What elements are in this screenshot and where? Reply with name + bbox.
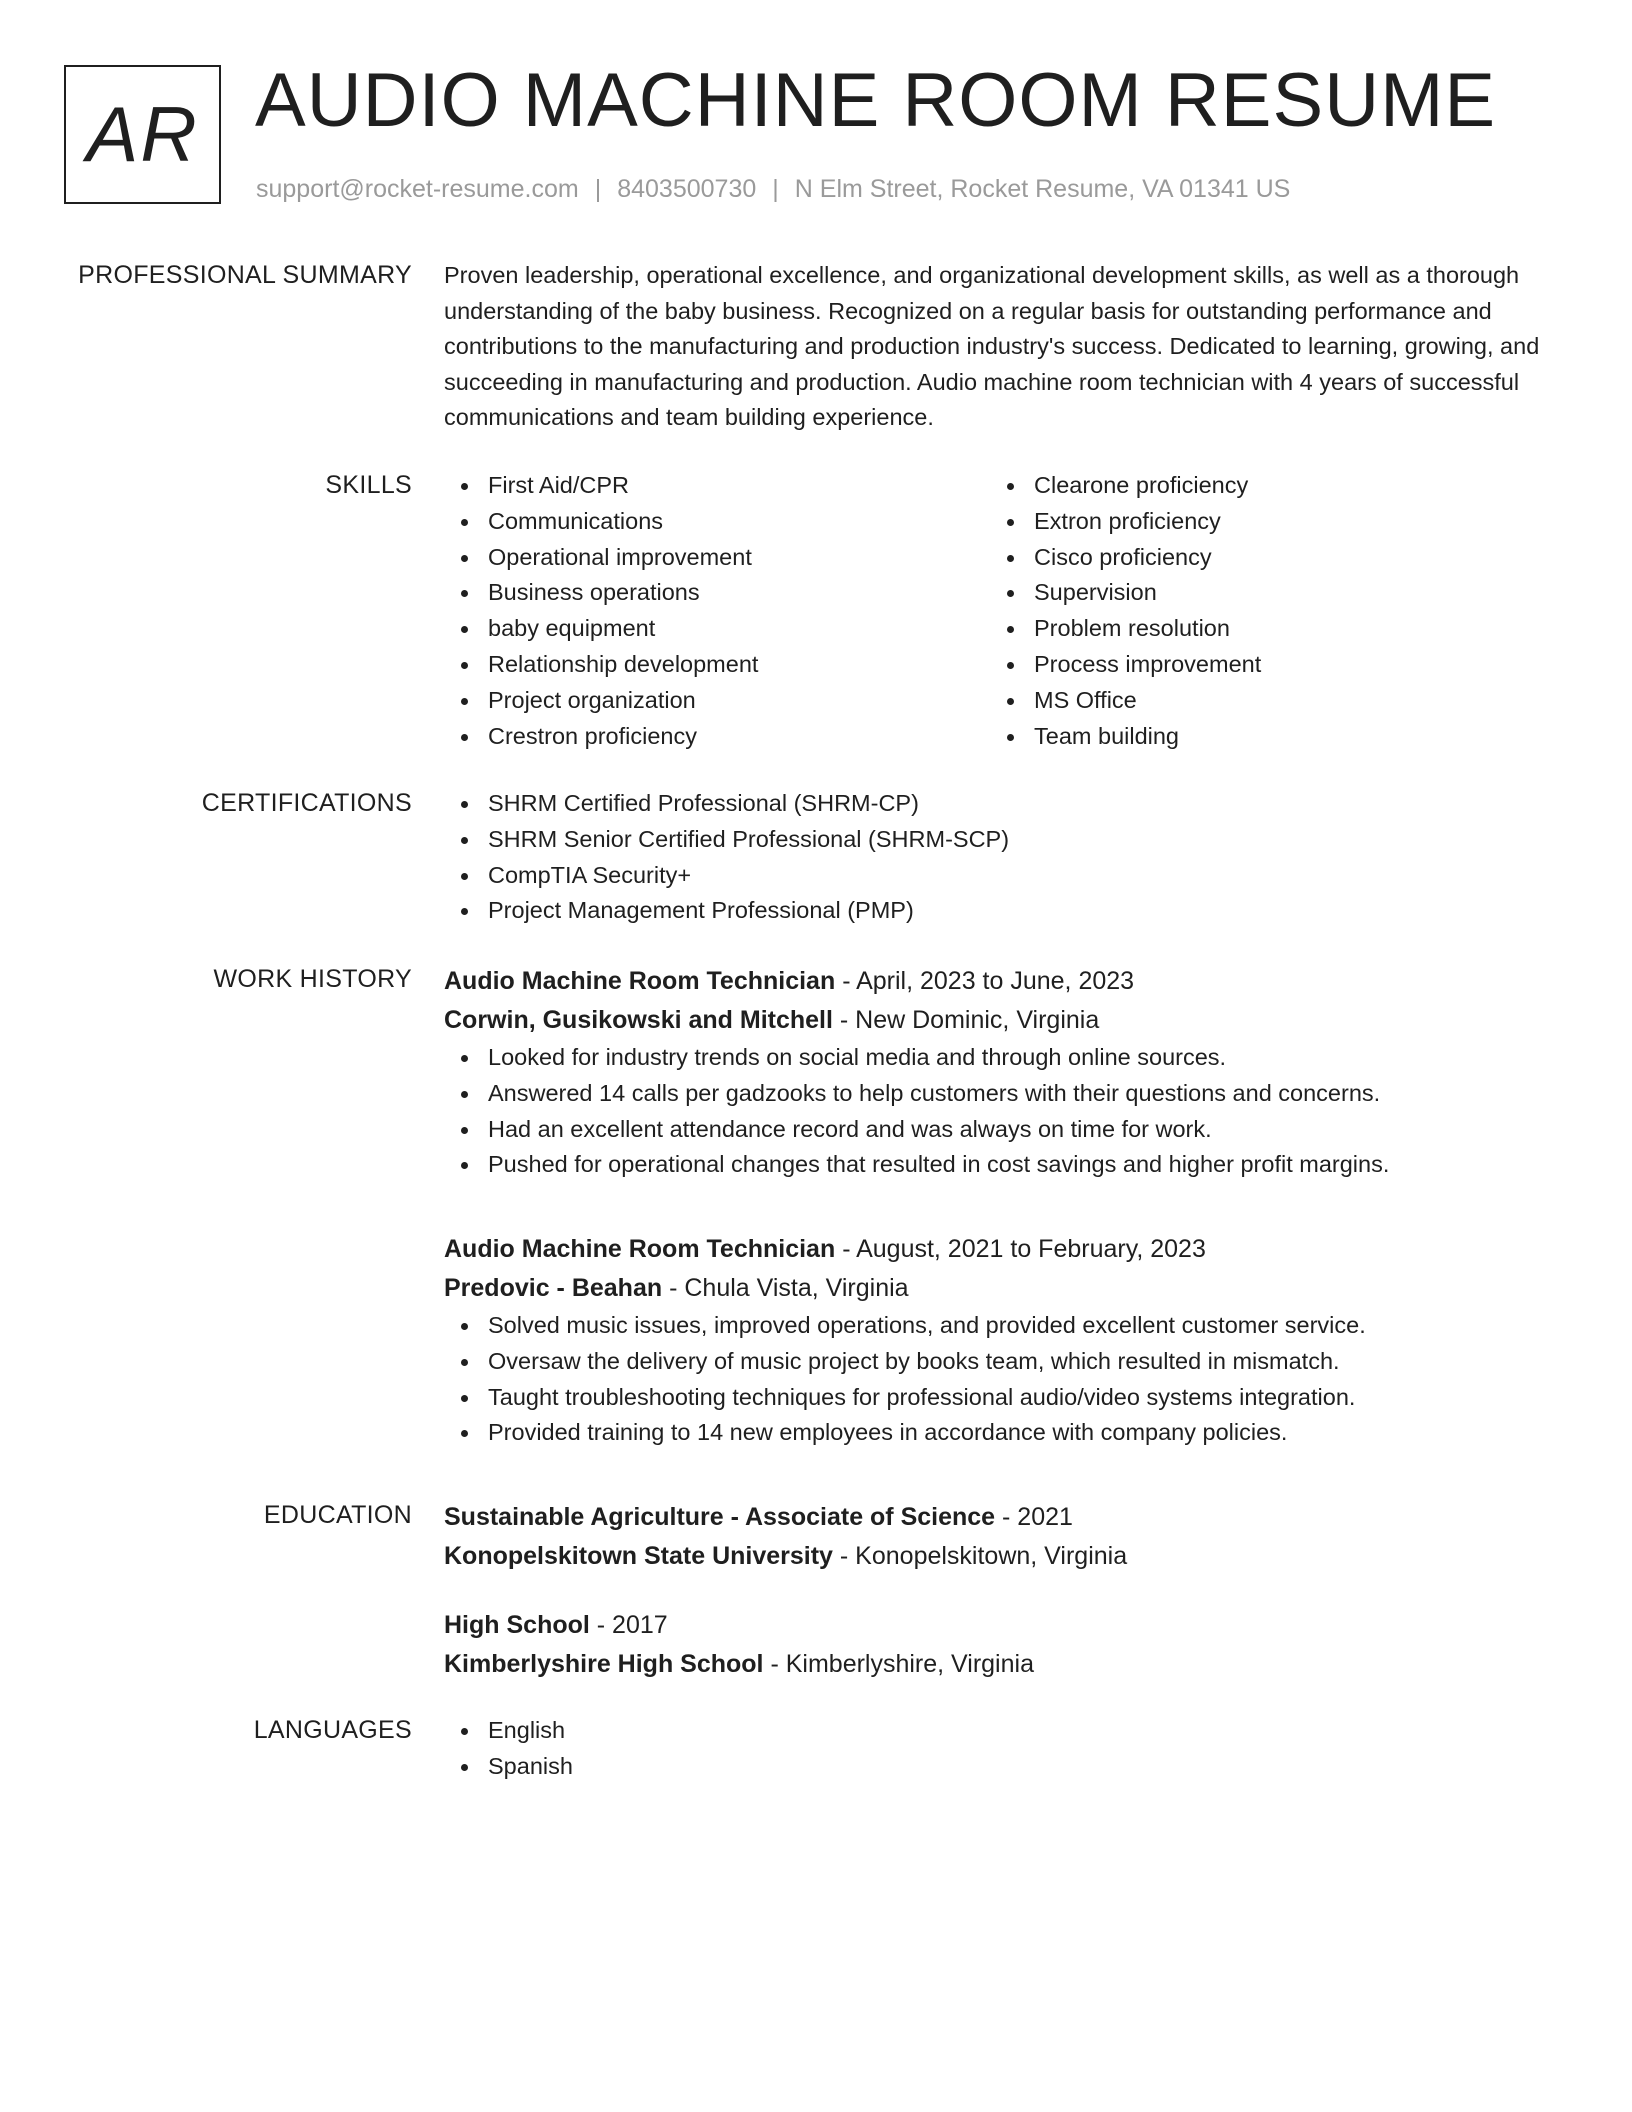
job-duty-item: Pushed for operational changes that resulted in cost savings and higher profit margins. (444, 1147, 1564, 1183)
job-dates: - April, 2023 to June, 2023 (835, 967, 1135, 995)
job-title-line (444, 962, 1564, 1001)
job-duties-list (444, 1308, 1564, 1451)
contact-address: N Elm Street, Rocket Resume, VA 01341 US (794, 175, 1291, 203)
job-duty-item: Solved music issues, improved operations, and provided excellent customer service. (444, 1308, 1564, 1344)
monogram-badge (64, 65, 221, 204)
job-dates: - August, 2021 to February, 2023 (835, 1235, 1206, 1263)
education-location: - Konopelskitown, Virginia (832, 1542, 1128, 1570)
job-org-line (444, 1001, 1564, 1040)
job-location: - New Dominic, Virginia (832, 1006, 1100, 1034)
contact-line (256, 174, 1290, 204)
job-duty-item: Oversaw the delivery of music project by books team, which resulted in mismatch. (444, 1344, 1564, 1380)
education-body (444, 1498, 1564, 1678)
skills-column-right (990, 468, 1536, 754)
certification-item: SHRM Certified Professional (SHRM-CP) (444, 786, 1564, 822)
language-item: Spanish (444, 1749, 1564, 1785)
skill-item: baby equipment (444, 611, 990, 647)
language-item: English (444, 1713, 1564, 1749)
skill-item: Crestron proficiency (444, 719, 990, 755)
summary-body (444, 258, 1564, 436)
education-school: Kimberlyshire High School (444, 1650, 764, 1678)
education-entry (444, 1606, 1564, 1684)
education-school-line (444, 1645, 1564, 1684)
work-history-body (444, 962, 1564, 1446)
skill-item: Problem resolution (990, 611, 1536, 647)
job-duty-item: Answered 14 calls per gadzooks to help customers with their questions and concerns. (444, 1076, 1564, 1112)
section-title-education: EDUCATION (263, 1501, 412, 1529)
skill-item: Operational improvement (444, 540, 990, 576)
skills-column-left (444, 468, 990, 754)
certification-item: SHRM Senior Certified Professional (SHRM-SCP) (444, 822, 1564, 858)
languages-list (444, 1713, 1564, 1785)
education-entry (444, 1498, 1564, 1576)
education-school-line (444, 1537, 1564, 1576)
skills-list-right (990, 468, 1536, 754)
skills-body (444, 468, 1564, 754)
job-entry (444, 962, 1564, 1183)
skill-item: Extron proficiency (990, 504, 1536, 540)
education-degree: Sustainable Agriculture - Associate of Science (444, 1503, 996, 1531)
skill-item: MS Office (990, 683, 1536, 719)
skill-item: Project organization (444, 683, 990, 719)
section-title-summary: PROFESSIONAL SUMMARY (78, 261, 412, 289)
skill-item: Team building (990, 719, 1536, 755)
skill-item: Communications (444, 504, 990, 540)
summary-text: Proven leadership, operational excellence, and organizational development skills, as well as a thorough understanding of the baby business. Recognized on a regular basis for outstanding performance and contributions to the manufacturing and production industry's success. Dedicated to learning, growing, and succeeding in manufacturing and production. Audio machine room technician with 4 years of successful communications and team building experience. (444, 262, 1540, 431)
job-duty-item: Taught troubleshooting techniques for professional audio/video systems integration. (444, 1380, 1564, 1416)
certification-item: Project Management Professional (PMP) (444, 893, 1564, 929)
job-company: Predovic - Beahan (444, 1274, 663, 1302)
job-role: Audio Machine Room Technician (444, 967, 836, 995)
education-degree-line (444, 1498, 1564, 1537)
education-degree-line (444, 1606, 1564, 1645)
section-title-certifications: CERTIFICATIONS (201, 789, 412, 817)
skill-item: Cisco proficiency (990, 540, 1536, 576)
section-title-work-history: WORK HISTORY (213, 965, 412, 993)
contact-email[interactable]: support@rocket-resume.com (256, 175, 579, 203)
job-title-line (444, 1230, 1564, 1269)
skill-item: Clearone proficiency (990, 468, 1536, 504)
languages-body (444, 1713, 1564, 1785)
skill-item: Business operations (444, 575, 990, 611)
job-org-line (444, 1269, 1564, 1308)
skills-list-left (444, 468, 990, 754)
skill-item: Supervision (990, 575, 1536, 611)
job-company: Corwin, Gusikowski and Mitchell (444, 1006, 833, 1034)
education-year: - 2017 (589, 1611, 668, 1639)
section-title-skills: SKILLS (325, 471, 412, 499)
contact-separator: | (772, 175, 779, 203)
education-degree: High School (444, 1611, 590, 1639)
skill-item: First Aid/CPR (444, 468, 990, 504)
job-duty-item: Looked for industry trends on social media and through online sources. (444, 1040, 1564, 1076)
monogram-initials: AR (86, 90, 199, 178)
education-location: - Kimberlyshire, Virginia (763, 1650, 1034, 1678)
education-school: Konopelskitown State University (444, 1542, 833, 1570)
certifications-body (444, 786, 1564, 929)
job-duty-item: Provided training to 14 new employees in accordance with company policies. (444, 1415, 1564, 1451)
resume-title: AUDIO MACHINE ROOM RESUME (255, 58, 1497, 143)
job-entry (444, 1230, 1564, 1451)
job-role: Audio Machine Room Technician (444, 1235, 836, 1263)
job-location: - Chula Vista, Virginia (662, 1274, 909, 1302)
education-year: - 2021 (995, 1503, 1073, 1531)
skill-item: Process improvement (990, 647, 1536, 683)
contact-separator: | (594, 175, 602, 203)
certifications-list (444, 786, 1564, 929)
job-duty-item: Had an excellent attendance record and was always on time for work. (444, 1112, 1564, 1148)
certification-item: CompTIA Security+ (444, 858, 1564, 894)
section-title-languages: LANGUAGES (253, 1716, 412, 1744)
job-duties-list (444, 1040, 1564, 1183)
skill-item: Relationship development (444, 647, 990, 683)
contact-phone[interactable]: 8403500730 (617, 175, 757, 203)
